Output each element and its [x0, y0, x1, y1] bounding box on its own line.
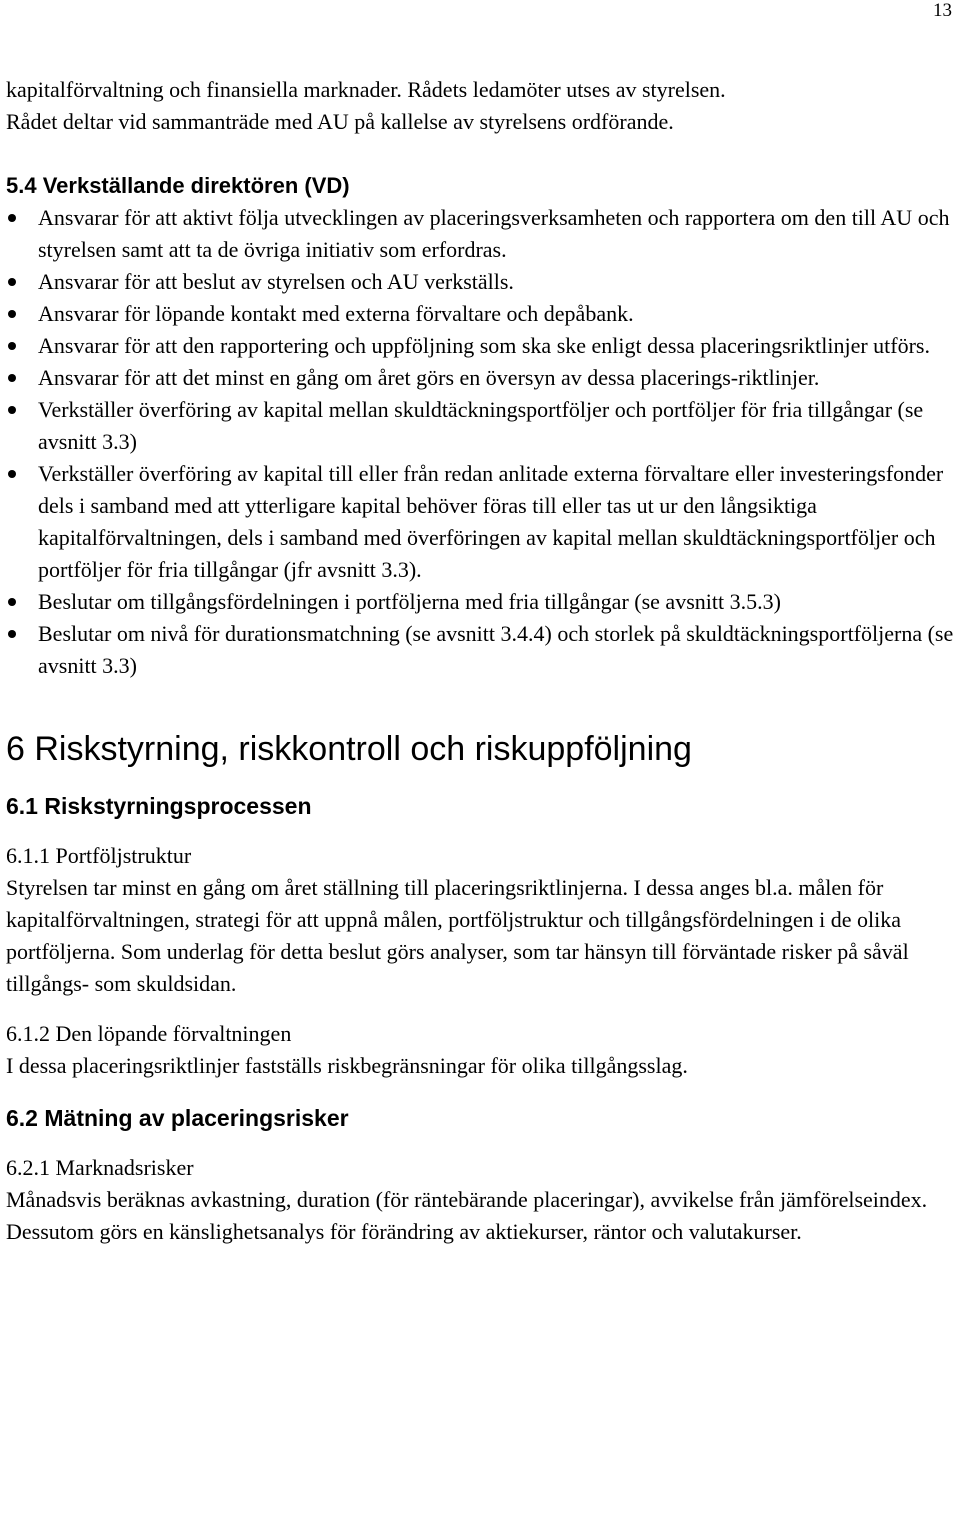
section-heading-5-4: 5.4 Verkställande direktören (VD)	[6, 173, 350, 198]
subsection-heading-6-1-2: 6.1.2 Den löpande förvaltningen	[6, 1021, 292, 1046]
paragraph-6-2-1: Månadsvis beräknas avkastning, duration (för räntebärande placeringar), avvikelse från jämförelseindex. Dessutom görs en känslighetsanalys för förändring av aktiekurser, räntor och valutakurser.	[6, 1187, 928, 1244]
bullet-icon	[8, 470, 16, 478]
bullet-icon	[8, 630, 16, 638]
list-item-text: Ansvarar för att det minst en gång om året görs en översyn av dessa placerings-riktlinjer.	[38, 365, 820, 390]
list-item-text: Ansvarar för att aktivt följa utvecklingen av placeringsverksamheten och rapportera om den till AU och styrelsen samt att ta de övriga initiativ som erfordras.	[38, 205, 950, 262]
bullet-icon	[8, 310, 16, 318]
paragraph-6-1-1: Styrelsen tar minst en gång om året ställning till placeringsriktlinjerna. I dessa anges bl.a. målen för kapitalförvaltningen, strategi för att uppnå målen, portföljstruktur och tillgångsfördelningen i de olika portföljerna. Som underlag för detta beslut görs analyser, som tar hänsyn till förväntade risker på såväl tillgångs- som skuldsidan.	[6, 875, 909, 996]
list-item	[6, 298, 956, 330]
list-item	[6, 266, 956, 298]
section-heading-6-2: 6.2 Mätning av placeringsrisker	[6, 1105, 349, 1131]
subsection-heading-6-2-1: 6.2.1 Marknadsrisker	[6, 1155, 194, 1180]
subsection-heading-6-1-1: 6.1.1 Portföljstruktur	[6, 843, 192, 868]
list-item-text: Beslutar om tillgångsfördelningen i portföljerna med fria tillgångar (se avsnitt 3.5.3)	[38, 589, 781, 614]
bullet-icon	[8, 406, 16, 414]
list-item	[6, 202, 956, 266]
list-item-text: Ansvarar för att beslut av styrelsen och AU verkställs.	[38, 269, 514, 294]
list-item-text: Verkställer överföring av kapital till eller från redan anlitade externa förvaltare eller investeringsfonder dels i samband med att ytterligare kapital behöver föras till eller tas ut ur den långsiktiga kapitalförvaltningen, dels i samband med överföringen av kapital mellan skuldtäckningsportföljer och portföljer för fria tillgångar (jfr avsnitt 3.3).	[38, 461, 944, 582]
list-item-text: Ansvarar för att den rapportering och uppföljning som ska ske enligt dessa placeringsriktlinjer utförs.	[38, 333, 930, 358]
chapter-heading-6: 6 Riskstyrning, riskkontroll och riskuppföljning	[6, 730, 692, 768]
list-item-text: Verkställer överföring av kapital mellan skuldtäckningsportföljer och portföljer för fria tillgångar (se avsnitt 3.3)	[38, 397, 924, 454]
list-item	[6, 330, 956, 362]
page-number: 13	[933, 0, 952, 21]
list-item	[6, 394, 956, 458]
list-item	[6, 458, 956, 586]
list-item	[6, 586, 956, 618]
section-heading-6-1: 6.1 Riskstyrningsprocessen	[6, 793, 312, 819]
vd-responsibilities-list	[6, 202, 956, 682]
paragraph-6-1-2: I dessa placeringsriktlinjer fastställs riskbegränsningar för olika tillgångsslag.	[6, 1053, 688, 1078]
intro-line-2: Rådet deltar vid sammanträde med AU på kallelse av styrelsens ordförande.	[6, 109, 674, 134]
list-item	[6, 362, 956, 394]
list-item-text: Ansvarar för löpande kontakt med externa förvaltare och depåbank.	[38, 301, 634, 326]
list-item	[6, 618, 956, 682]
bullet-icon	[8, 214, 16, 222]
bullet-icon	[8, 598, 16, 606]
intro-line-1: kapitalförvaltning och finansiella marknader. Rådets ledamöter utses av styrelsen.	[6, 77, 726, 102]
list-item-text: Beslutar om nivå för durationsmatchning (se avsnitt 3.4.4) och storlek på skuldtäckningsportföljerna (se avsnitt 3.3)	[38, 621, 954, 678]
bullet-icon	[8, 374, 16, 382]
document-body	[6, 74, 956, 1248]
bullet-icon	[8, 342, 16, 350]
bullet-icon	[8, 278, 16, 286]
